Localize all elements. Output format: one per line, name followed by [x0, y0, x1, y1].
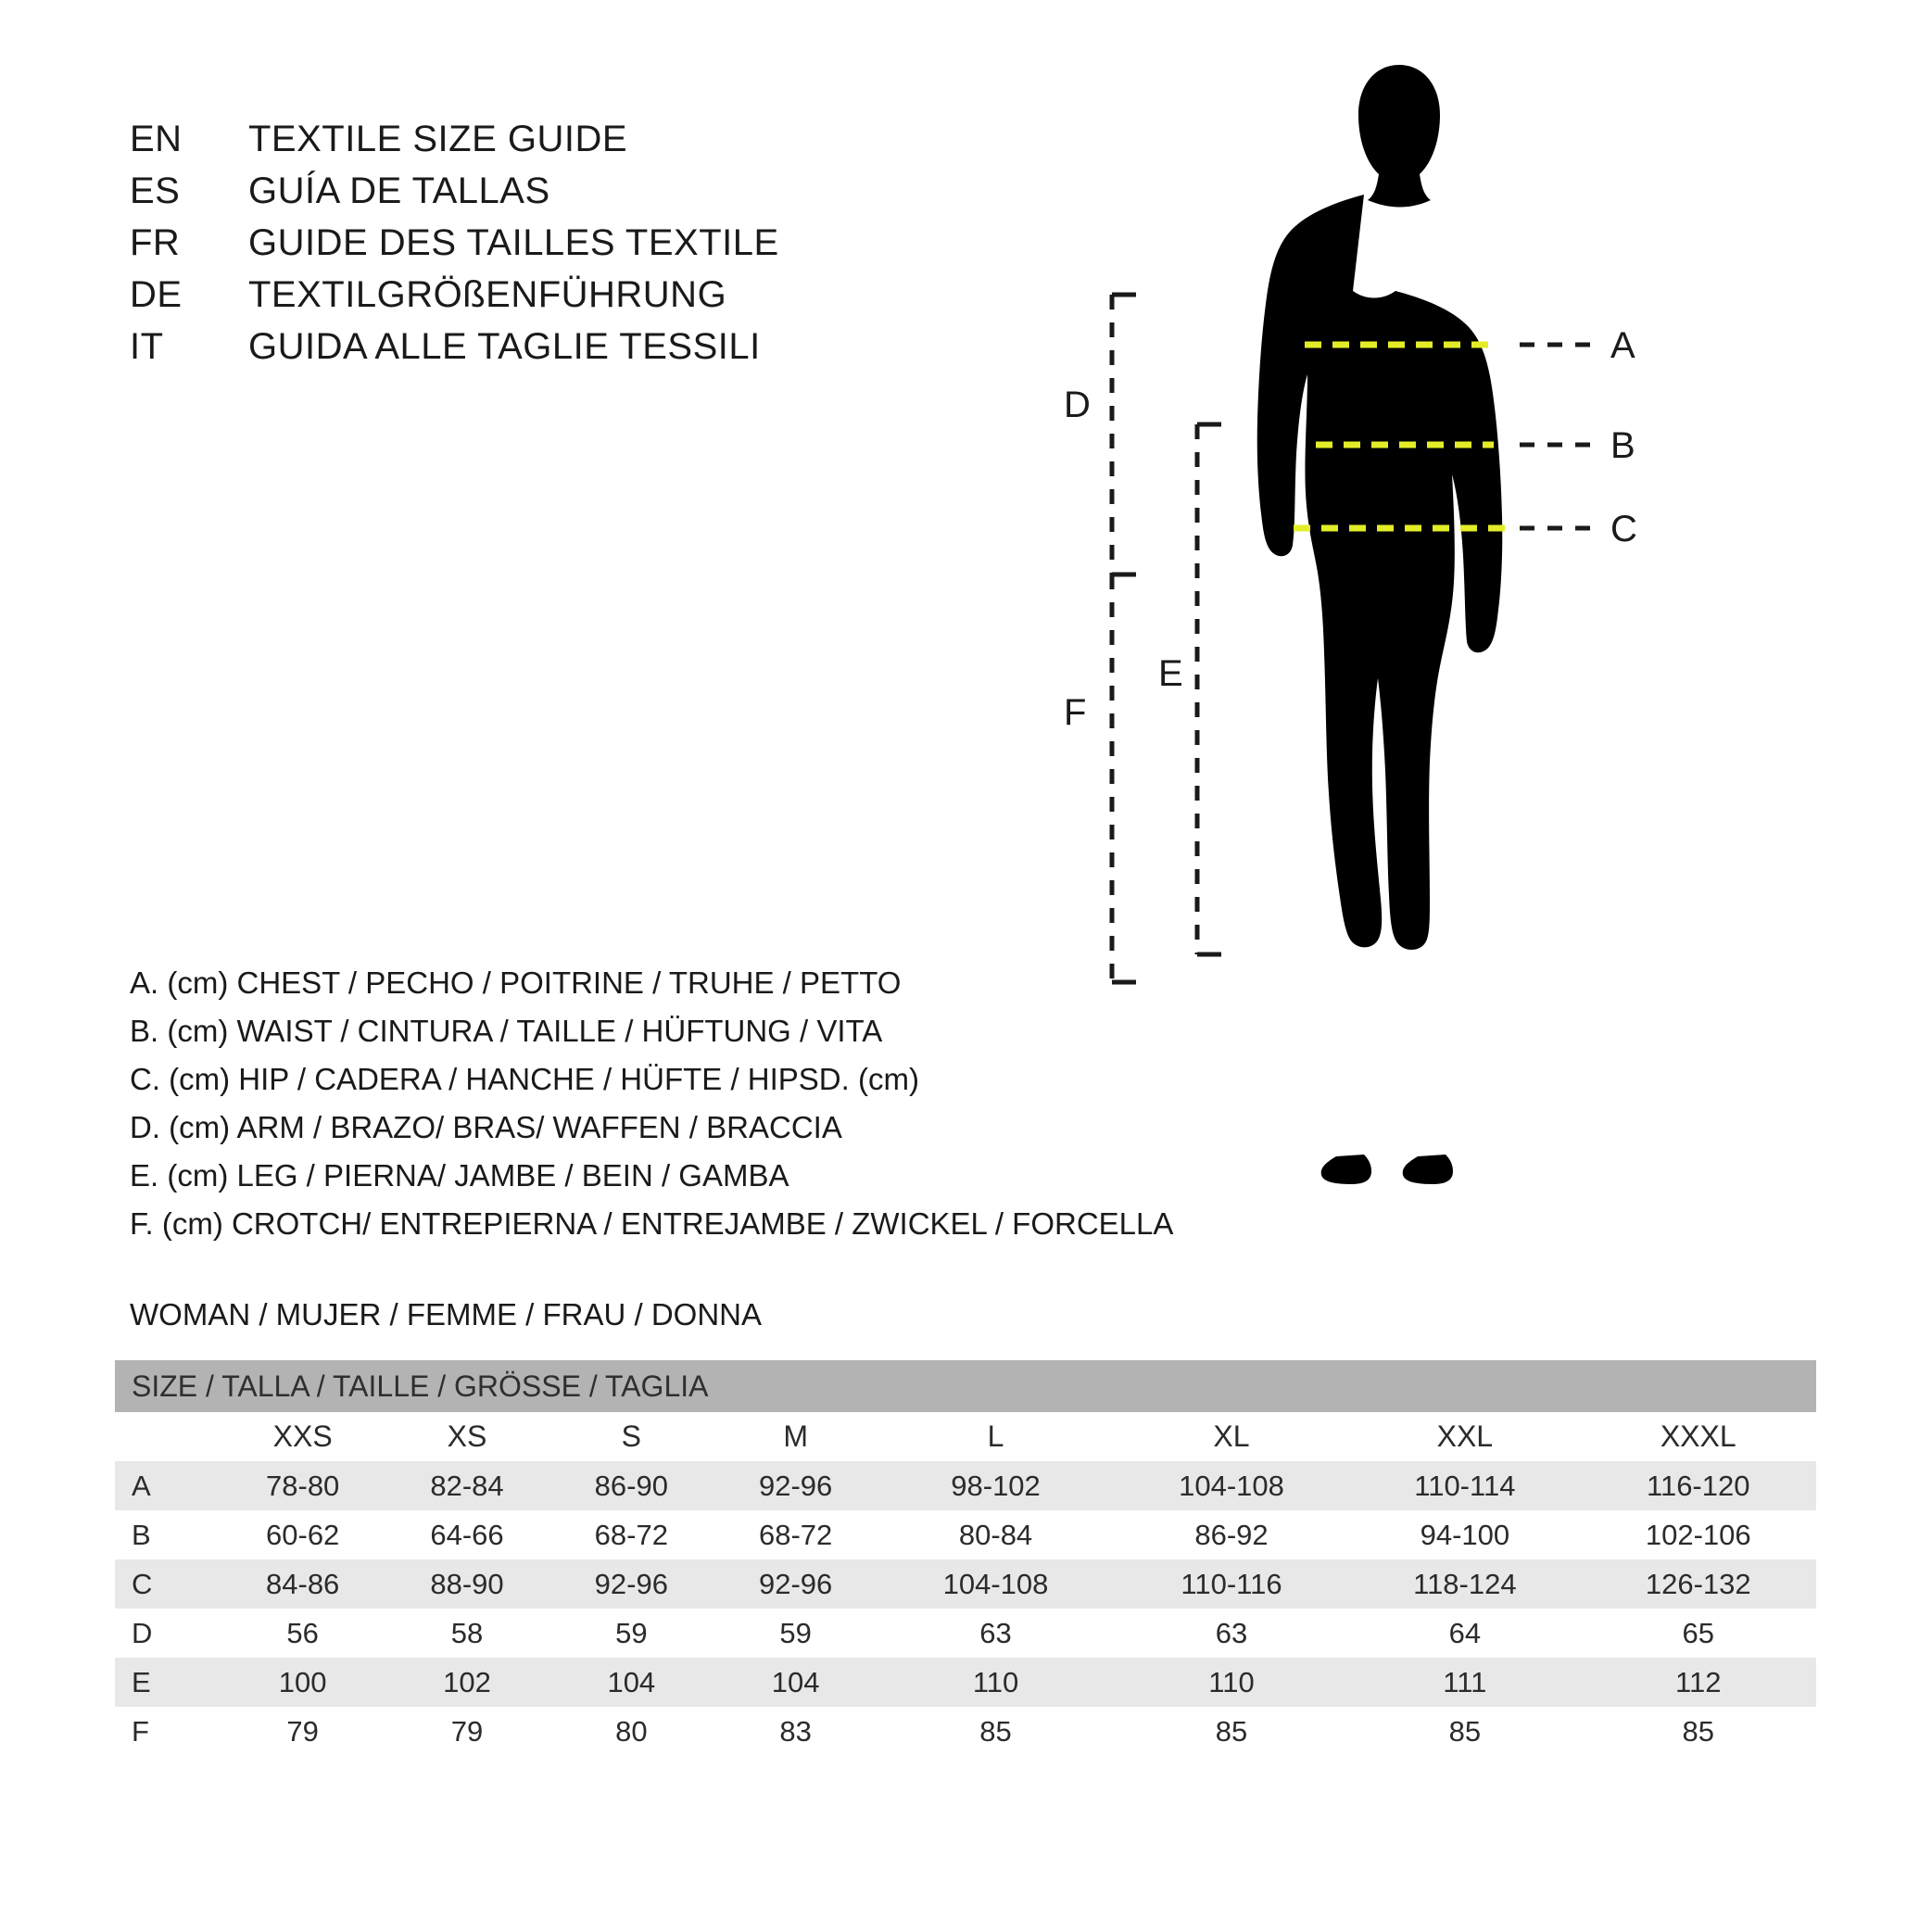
marker-label-e: E	[1158, 653, 1183, 694]
cell-f-m: 83	[713, 1707, 878, 1756]
legend-line-a: A. (cm) CHEST / PECHO / POITRINE / TRUHE / PETTO	[130, 966, 902, 1000]
cell-e-xxl: 111	[1349, 1658, 1580, 1707]
title-text-de: TEXTILGRÖßENFÜHRUNG	[248, 274, 727, 315]
title-lang-de: DE	[130, 274, 183, 315]
title-row	[130, 222, 890, 274]
marker-label-a: A	[1610, 325, 1635, 366]
cell-e-xl: 110	[1114, 1658, 1349, 1707]
cell-f-xs: 79	[385, 1707, 549, 1756]
body-measurement-diagram	[1064, 56, 1918, 1260]
cell-d-s: 59	[549, 1609, 713, 1658]
table-row	[115, 1510, 1816, 1559]
cell-e-l: 110	[878, 1658, 1113, 1707]
cell-f-xl: 85	[1114, 1707, 1349, 1756]
title-block	[130, 119, 890, 378]
cell-f-xxl: 85	[1349, 1707, 1580, 1756]
title-row	[130, 326, 890, 378]
cell-d-xs: 58	[385, 1609, 549, 1658]
title-lang-es: ES	[130, 170, 181, 211]
cell-e-s: 104	[549, 1658, 713, 1707]
cell-b-xxs: 60-62	[221, 1510, 385, 1559]
col-header-m: M	[713, 1412, 878, 1461]
legend-line-b: B. (cm) WAIST / CINTURA / TAILLE / HÜFTUNG / VITA	[130, 1014, 883, 1048]
cell-c-xl: 110-116	[1114, 1559, 1349, 1609]
cell-a-xl: 104-108	[1114, 1461, 1349, 1510]
col-header-xxxl: XXXL	[1581, 1412, 1817, 1461]
cell-b-xs: 64-66	[385, 1510, 549, 1559]
legend-line-d: D. (cm) ARM / BRAZO/ BRAS/ WAFFEN / BRACCIA	[130, 1110, 842, 1144]
row-label-d: D	[115, 1609, 221, 1658]
title-row	[130, 119, 890, 170]
title-lang-fr: FR	[130, 222, 181, 263]
marker-label-f: F	[1064, 692, 1087, 733]
cell-c-l: 104-108	[878, 1559, 1113, 1609]
gender-heading: WOMAN / MUJER / FEMME / FRAU / DONNA	[130, 1297, 762, 1332]
table-row	[115, 1707, 1816, 1756]
table-row	[115, 1658, 1816, 1707]
cell-f-s: 80	[549, 1707, 713, 1756]
table-header-band	[115, 1360, 1816, 1412]
table-row	[115, 1461, 1816, 1510]
cell-c-xxs: 84-86	[221, 1559, 385, 1609]
corner-cell	[115, 1412, 221, 1461]
cell-a-m: 92-96	[713, 1461, 878, 1510]
cell-e-xxxl: 112	[1581, 1658, 1817, 1707]
title-lang-it: IT	[130, 326, 164, 367]
cell-c-xs: 88-90	[385, 1559, 549, 1609]
cell-d-xxxl: 65	[1581, 1609, 1817, 1658]
cell-a-xxl: 110-114	[1349, 1461, 1580, 1510]
size-table	[115, 1360, 1816, 1756]
col-header-xl: XL	[1114, 1412, 1349, 1461]
cell-a-l: 98-102	[878, 1461, 1113, 1510]
cell-b-xl: 86-92	[1114, 1510, 1349, 1559]
row-label-c: C	[115, 1559, 221, 1609]
title-text-es: GUÍA DE TALLAS	[248, 170, 550, 211]
row-label-e: E	[115, 1658, 221, 1707]
legend-line-f: F. (cm) CROTCH/ ENTREPIERNA / ENTREJAMBE / ZWICKEL / FORCELLA	[130, 1206, 1174, 1241]
cell-b-xxxl: 102-106	[1581, 1510, 1817, 1559]
cell-d-m: 59	[713, 1609, 878, 1658]
row-label-a: A	[115, 1461, 221, 1510]
legend-line-e: E. (cm) LEG / PIERNA/ JAMBE / BEIN / GAMBA	[130, 1158, 789, 1193]
cell-a-xxxl: 116-120	[1581, 1461, 1817, 1510]
cell-b-xxl: 94-100	[1349, 1510, 1580, 1559]
row-label-f: F	[115, 1707, 221, 1756]
cell-b-s: 68-72	[549, 1510, 713, 1559]
table-column-headers	[115, 1412, 1816, 1461]
cell-d-xxs: 56	[221, 1609, 385, 1658]
marker-label-c: C	[1610, 509, 1637, 549]
title-text-fr: GUIDE DES TAILLES TEXTILE	[248, 222, 779, 263]
cell-a-xxs: 78-80	[221, 1461, 385, 1510]
row-label-b: B	[115, 1510, 221, 1559]
title-text-it: GUIDA ALLE TAGLIE TESSILI	[248, 326, 761, 367]
cell-e-m: 104	[713, 1658, 878, 1707]
cell-a-s: 86-90	[549, 1461, 713, 1510]
cell-c-s: 92-96	[549, 1559, 713, 1609]
legend-line-c: C. (cm) HIP / CADERA / HANCHE / HÜFTE / HIPSD. (cm)	[130, 1062, 919, 1096]
cell-f-xxxl: 85	[1581, 1707, 1817, 1756]
col-header-s: S	[549, 1412, 713, 1461]
cell-c-xxl: 118-124	[1349, 1559, 1580, 1609]
cell-d-l: 63	[878, 1609, 1113, 1658]
title-row	[130, 170, 890, 222]
measurement-legend	[130, 959, 1223, 1248]
cell-d-xl: 63	[1114, 1609, 1349, 1658]
size-table-title: SIZE / TALLA / TAILLE / GRÖSSE / TAGLIA	[115, 1360, 1816, 1412]
table-row	[115, 1609, 1816, 1658]
title-text-en: TEXTILE SIZE GUIDE	[248, 119, 628, 159]
cell-b-m: 68-72	[713, 1510, 878, 1559]
col-header-l: L	[878, 1412, 1113, 1461]
marker-label-d: D	[1064, 385, 1091, 425]
table-row	[115, 1559, 1816, 1609]
col-header-xxs: XXS	[221, 1412, 385, 1461]
cell-a-xs: 82-84	[385, 1461, 549, 1510]
col-header-xxl: XXL	[1349, 1412, 1580, 1461]
cell-e-xs: 102	[385, 1658, 549, 1707]
cell-c-m: 92-96	[713, 1559, 878, 1609]
woman-silhouette-icon	[1257, 65, 1503, 1184]
col-header-xs: XS	[385, 1412, 549, 1461]
title-lang-en: EN	[130, 119, 183, 159]
cell-d-xxl: 64	[1349, 1609, 1580, 1658]
marker-label-b: B	[1610, 425, 1635, 466]
cell-b-l: 80-84	[878, 1510, 1113, 1559]
cell-f-xxs: 79	[221, 1707, 385, 1756]
title-row	[130, 274, 890, 326]
cell-e-xxs: 100	[221, 1658, 385, 1707]
cell-f-l: 85	[878, 1707, 1113, 1756]
cell-c-xxxl: 126-132	[1581, 1559, 1817, 1609]
